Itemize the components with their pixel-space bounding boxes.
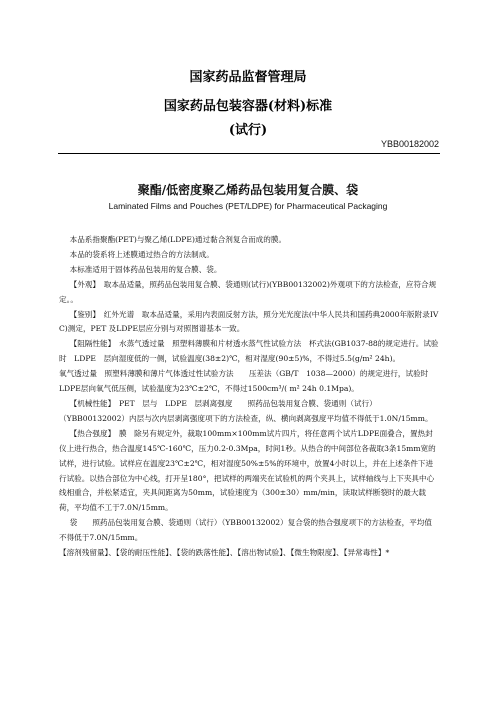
standard-title: 聚酯/低密度聚乙烯药品包装用复合膜、袋 xyxy=(137,183,359,197)
standard-title-english: Laminated Films and Pouches (PET/LDPE) for Pharmaceutical Packaging xyxy=(108,201,388,211)
paragraph-heat-seal-film: 【热合强度】 膜 除另有规定外，裁取100mm×100mm试片四片，将任意两个试片LDPE面叠合，置热封仪上进行热合，热合温度145℃-160℃，压力0.2-0.3Mpa，时间1秒。从热合的中间部位各裁取3条15mm宽的试样，进行试验。试样应在温度23℃±2℃，相对湿度50%±5%的环境中，放置4小时以上，并在上述条件下进行试验。以热合部位为中心线，打开呈180°，把试样的两端夹在试验机的两个夹具上，试样轴线与上下夹具中心线相重合，并松紧适宜，夹具间距离为50mm，试验速度为（300±30）mm/min，读取试样断裂时的最大载荷，平均值不工于7.0N/15mm。 xyxy=(59,428,436,513)
paragraph-definition: 本品系指聚酯(PET)与聚乙烯(LDPE)通过黏合剂复合而成的膜。 xyxy=(69,235,287,244)
trial-label: (试行) xyxy=(228,123,268,138)
header-rule xyxy=(58,153,440,154)
paragraph-bag-definition: 本品的袋系将上述膜通过热合的方法制成。 xyxy=(69,249,214,259)
paragraph-barrier-water-vapor: 【阻隔性能】 水蒸气透过量 照塑料薄膜和片材透水蒸气性试验方法 杯式法(GB1037-88的规定进行。试验时 LDPE 层向湿度低的一侧，试验温度(38±2)℃，相对湿度(90±5)%，不得过5.5(g/m² 24h)。 xyxy=(59,339,439,364)
standard-code: YBB00182002 xyxy=(380,139,439,149)
paragraph-heat-seal-bag: 袋 照药品包装用复合膜、袋通则（试行）（YBB00132002）复合袋的热合强度项下的方法检查，平均值不得低于7.0N/15mm。 xyxy=(59,518,432,543)
paragraph-mechanical: 【机械性能】 PET 层与 LDPE 层剥离强度 照药品包装用复合膜、袋通则（试行）（YBB00132002）内层与次内层剥离强度项下的方法检查，纵、横向剥离强度平均值不得低于1.0N/15mm。 xyxy=(59,398,433,423)
paragraph-scope: 本标准适用于固体药品包装用的复合膜、袋。 xyxy=(69,264,222,274)
paragraph-identification: 【鉴别】 红外光谱 取本品适量，采用内表面反射方法，照分光光度法(中华人民共和国药典2000年版附录IV C)测定，PET 及LDPE层应分别与对照图谱基本一致。 xyxy=(59,309,439,334)
document-body xyxy=(59,233,439,561)
issuer-title: 国家药品监督管理局 xyxy=(189,70,307,85)
standard-category-title: 国家药品包装容器(材料)标准 xyxy=(163,99,333,114)
paragraph-other-tests: 【溶剂残留量】、【袋的耐压性能】、【袋的跌落性能】、【溶出物试验】、【微生物限度】、【异常毒性】* xyxy=(59,548,390,558)
paragraph-appearance: 【外观】 取本品适量，照药品包装用复合膜、袋通则(试行)(YBB00132002)外观项下的方法检查，应符合规定。。 xyxy=(59,279,437,304)
paragraph-barrier-oxygen: 氧气透过量 照塑料薄膜和薄片气体透过性试验方法 压差法（GB/T 1038—2000）的规定进行，试验时LDPE层向氧气低压侧，试验温度为23℃±2℃，不得过1500cm³/( m² 24h 0.1Mpa)。 xyxy=(59,369,429,394)
